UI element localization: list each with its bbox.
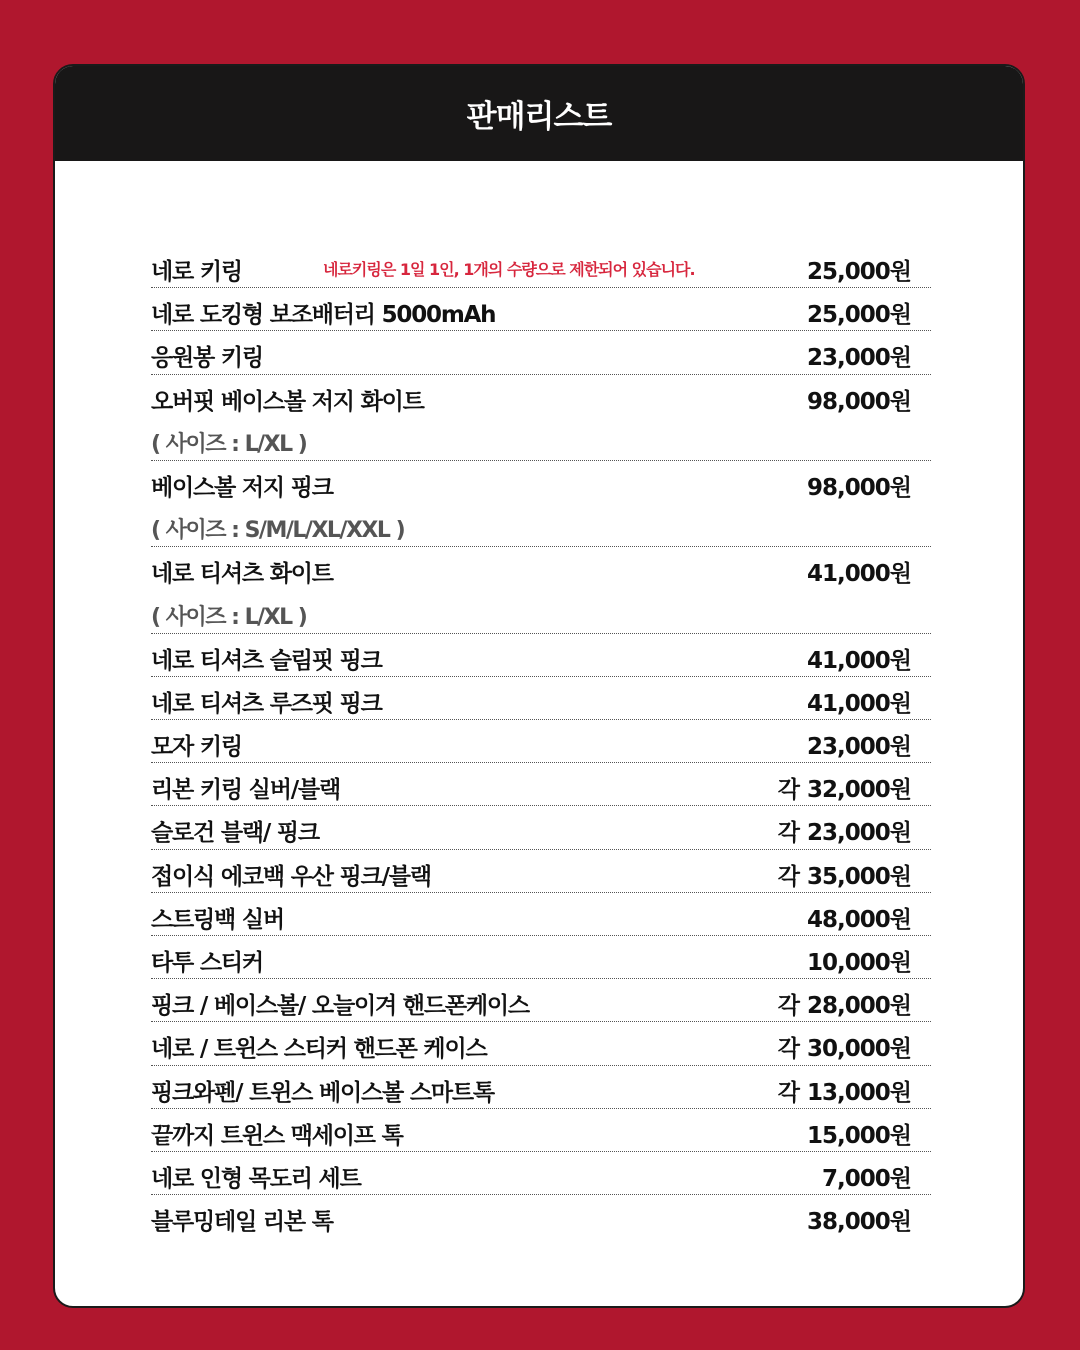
- item-price: 41,000원: [807, 690, 911, 717]
- list-item: [151, 375, 931, 418]
- purchase-limit-note: 네로키링은 1일 1인, 1개의 수량으로 제한되어 있습니다.: [323, 260, 695, 279]
- item-name: 응원봉 키링: [151, 345, 263, 372]
- item-sizes: ( 사이즈 : L/XL ): [151, 604, 307, 630]
- list-item-sizes: [151, 504, 931, 547]
- item-price: 48,000원: [807, 906, 911, 933]
- each-prefix: 각: [777, 1036, 800, 1063]
- item-price: 98,000원: [807, 474, 911, 501]
- each-prefix: 각: [777, 777, 800, 804]
- item-name: 네로 키링: [151, 259, 242, 285]
- item-name: 네로 티셔츠 화이트: [151, 561, 333, 588]
- list-item: [151, 720, 931, 763]
- item-name: 스트링백 실버: [151, 906, 284, 933]
- list-item: [151, 634, 931, 677]
- each-prefix: 각: [777, 820, 800, 847]
- list-item: [151, 1022, 931, 1065]
- item-price: 각 35,000원: [777, 863, 911, 890]
- item-price: 각 23,000원: [777, 820, 911, 847]
- item-name: 모자 키링: [151, 734, 242, 761]
- item-name: 오버핏 베이스볼 저지 화이트: [151, 388, 424, 415]
- list-item: [151, 245, 931, 288]
- each-prefix: 각: [777, 993, 800, 1020]
- item-name: 끝까지 트윈스 맥세이프 톡: [151, 1122, 403, 1149]
- each-prefix: 각: [777, 1079, 800, 1106]
- list-item: [151, 331, 931, 374]
- list-item: [151, 547, 931, 590]
- list-item: [151, 1195, 931, 1238]
- item-price: 25,000원: [807, 302, 911, 329]
- item-sizes: ( 사이즈 : L/XL ): [151, 431, 307, 457]
- item-name: 네로 / 트윈스 스티커 핸드폰 케이스: [151, 1036, 487, 1063]
- list-item: [151, 1109, 931, 1152]
- item-price: 7,000원: [822, 1165, 911, 1192]
- item-price: 41,000원: [807, 561, 911, 588]
- list-item: [151, 677, 931, 720]
- item-name: 슬로건 블랙/ 핑크: [151, 820, 319, 847]
- item-name: 네로 도킹형 보조배터리 5000mAh: [151, 302, 496, 329]
- item-price: 41,000원: [807, 647, 911, 674]
- item-name: 핑크와펜/ 트윈스 베이스볼 스마트톡: [151, 1079, 494, 1106]
- item-name: 네로 인형 목도리 세트: [151, 1165, 361, 1192]
- list-item: [151, 1066, 931, 1109]
- item-sizes: ( 사이즈 : S/M/L/XL/XXL ): [151, 518, 405, 544]
- list-item: [151, 1152, 931, 1195]
- item-price: 38,000원: [807, 1209, 911, 1236]
- card-header: [55, 66, 1023, 161]
- list-item-sizes: [151, 418, 931, 461]
- page-title: 판매리스트: [466, 99, 612, 135]
- item-name: 핑크 / 베이스볼/ 오늘이겨 핸드폰케이스: [151, 993, 529, 1020]
- item-name: 네로 티셔츠 루즈핏 핑크: [151, 690, 382, 717]
- list-item: [151, 850, 931, 893]
- price-list-card: [53, 64, 1025, 1308]
- item-price: 15,000원: [807, 1122, 911, 1149]
- item-price: 각 32,000원: [777, 777, 911, 804]
- each-prefix: 각: [777, 863, 800, 890]
- item-name: 타투 스티커: [151, 950, 263, 976]
- item-price: 23,000원: [807, 734, 911, 761]
- item-name: 리본 키링 실버/블랙: [151, 777, 340, 804]
- list-item: [151, 936, 931, 979]
- item-price: 23,000원: [807, 345, 911, 372]
- item-price: 98,000원: [807, 388, 911, 415]
- price-list: [151, 245, 931, 1238]
- list-item: [151, 806, 931, 849]
- list-item: [151, 763, 931, 806]
- item-name: 베이스볼 저지 핑크: [151, 474, 333, 501]
- item-price: 각 30,000원: [777, 1036, 911, 1063]
- item-price: 10,000원: [807, 950, 911, 976]
- list-item: [151, 288, 931, 331]
- item-price: 25,000원: [807, 259, 911, 285]
- item-price: 각 13,000원: [777, 1079, 911, 1106]
- item-price: 각 28,000원: [777, 993, 911, 1020]
- item-name: 네로 티셔츠 슬림핏 핑크: [151, 647, 382, 674]
- list-item: [151, 461, 931, 504]
- list-item-sizes: [151, 591, 931, 634]
- item-name: 블루밍테일 리본 톡: [151, 1209, 333, 1236]
- list-item: [151, 979, 931, 1022]
- item-name: 접이식 에코백 우산 핑크/블랙: [151, 863, 431, 890]
- list-item: [151, 893, 931, 936]
